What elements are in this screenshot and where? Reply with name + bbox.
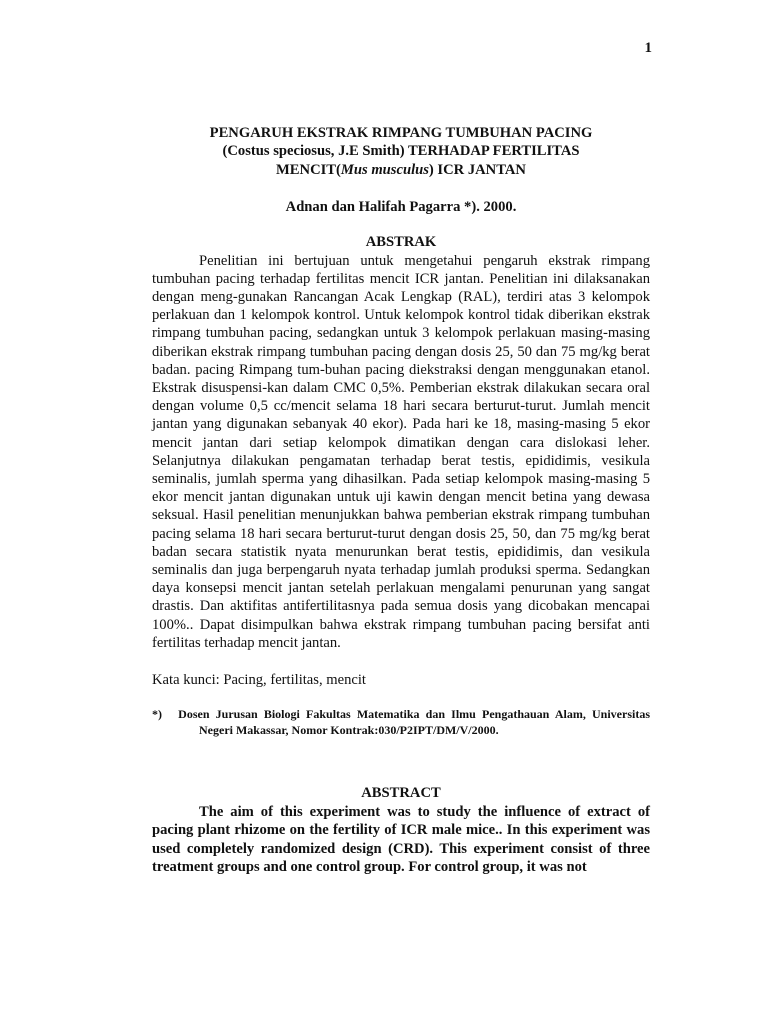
abstract-heading: ABSTRACT (361, 785, 441, 802)
footnote-text: Dosen Jurusan Biologi Fakultas Matematika dan Ilmu Pengathauan Alam, Universitas Negeri Makassar, Nomor Kontrak:030/P2IPT/DM/V/2000. (178, 707, 651, 738)
keywords-line: Kata kunci: Pacing, fertilitas, mencit (152, 672, 366, 689)
title-line-2: (Costus speciosus, J.E Smith) TERHADAP FERTILITAS (222, 143, 580, 160)
author-footnote (152, 706, 650, 738)
page-number: 1 (644, 40, 652, 56)
abstrak-body: Penelitian ini bertujuan untuk mengetahui pengaruh ekstrak rimpang tumbuhan pacing terhadap fertilitas mencit ICR jantan. Penelitian ini dilaksanakan dengan meng-gunakan Rancangan Acak Lengkap (RAL), terdiri atas 3 kelompok perlakuan dan 1 kelompok kontrol. Untuk kelompok kontrol tidak diberikan ekstrak rimpang tumbuhan pacing, sedangkan untuk 3 kelompok perlakuan masing-masing diberikan ekstrak rimpang tumbuhan pacing dengan dosis 25, 50 dan 75 mg/kg berat badan. pacing Rimpang tum-buhan pacing diekstraksi dengan menggunakan etanol. Ekstrak disuspensi-kan dalam CMC 0,5%. Pemberian ekstrak dilakukan secara oral dengan volume 0,5 cc/mencit selama 18 hari secara berturut-turut. Jumlah mencit jantan yang digunakan sebanyak 40 ekor). Pada hari ke 18, masing-masing 5 ekor mencit jantan dari setiap kelompok dimatikan dengan cara dislokasi leher. Selanjutnya dilakukan pengamatan terhadap berat testis, epididimis, vesikula seminalis, jumlah sperma yang dihasilkan. Pada setiap kelompok masing-masing 5 ekor mencit jantan digunakan untuk uji kawin dengan mencit betina yang dewasa seksual. Hasil penelitian menunjukkan bahwa pemberian ekstrak rimpang tumbuhan pacing selama 18 hari secara berturut-turut dengan dosis 25, 50, dan 75 mg/kg berat badan secara statistik nyata menurunkan berat testis, epididimis, dan vesikula seminalis dan juga berpengaruh nyata terhadap jumlah produksi sperma. Sedangkan daya konsepsi mencit jantan setelah perlakuan mengalami penurunan yang sangat drastis. Dan aktifitas antifertilitasnya pada semua dosis yang dicobakan mencapai 100%.. Dapat disimpulkan bahwa ekstrak rimpang tumbuhan pacing bersifat anti fertilitas terhadap mencit jantan. (152, 252, 650, 651)
title-line-1: PENGARUH EKSTRAK RIMPANG TUMBUHAN PACING (209, 125, 593, 141)
footnote-marker: *) (152, 707, 162, 722)
abstract-body: The aim of this experiment was to study the influence of extract of pacing plant rhizome on the fertility of ICR male mice.. In this experiment was used completely randomized design (CRD). This experiment consist of three treatment groups and one control group. For control group, it was not (152, 803, 650, 876)
paper-title (152, 124, 650, 179)
page-content (152, 124, 650, 877)
title-species-name: Mus musculus (340, 161, 429, 178)
authors-line: Adnan dan Halifah Pagarra *). 2000. (285, 199, 517, 216)
title-line-3 (152, 161, 650, 179)
abstrak-heading: ABSTRAK (365, 234, 437, 251)
title-line-3-suffix: ) ICR JANTAN (428, 161, 526, 178)
title-line-3-prefix: MENCIT( (276, 161, 341, 178)
